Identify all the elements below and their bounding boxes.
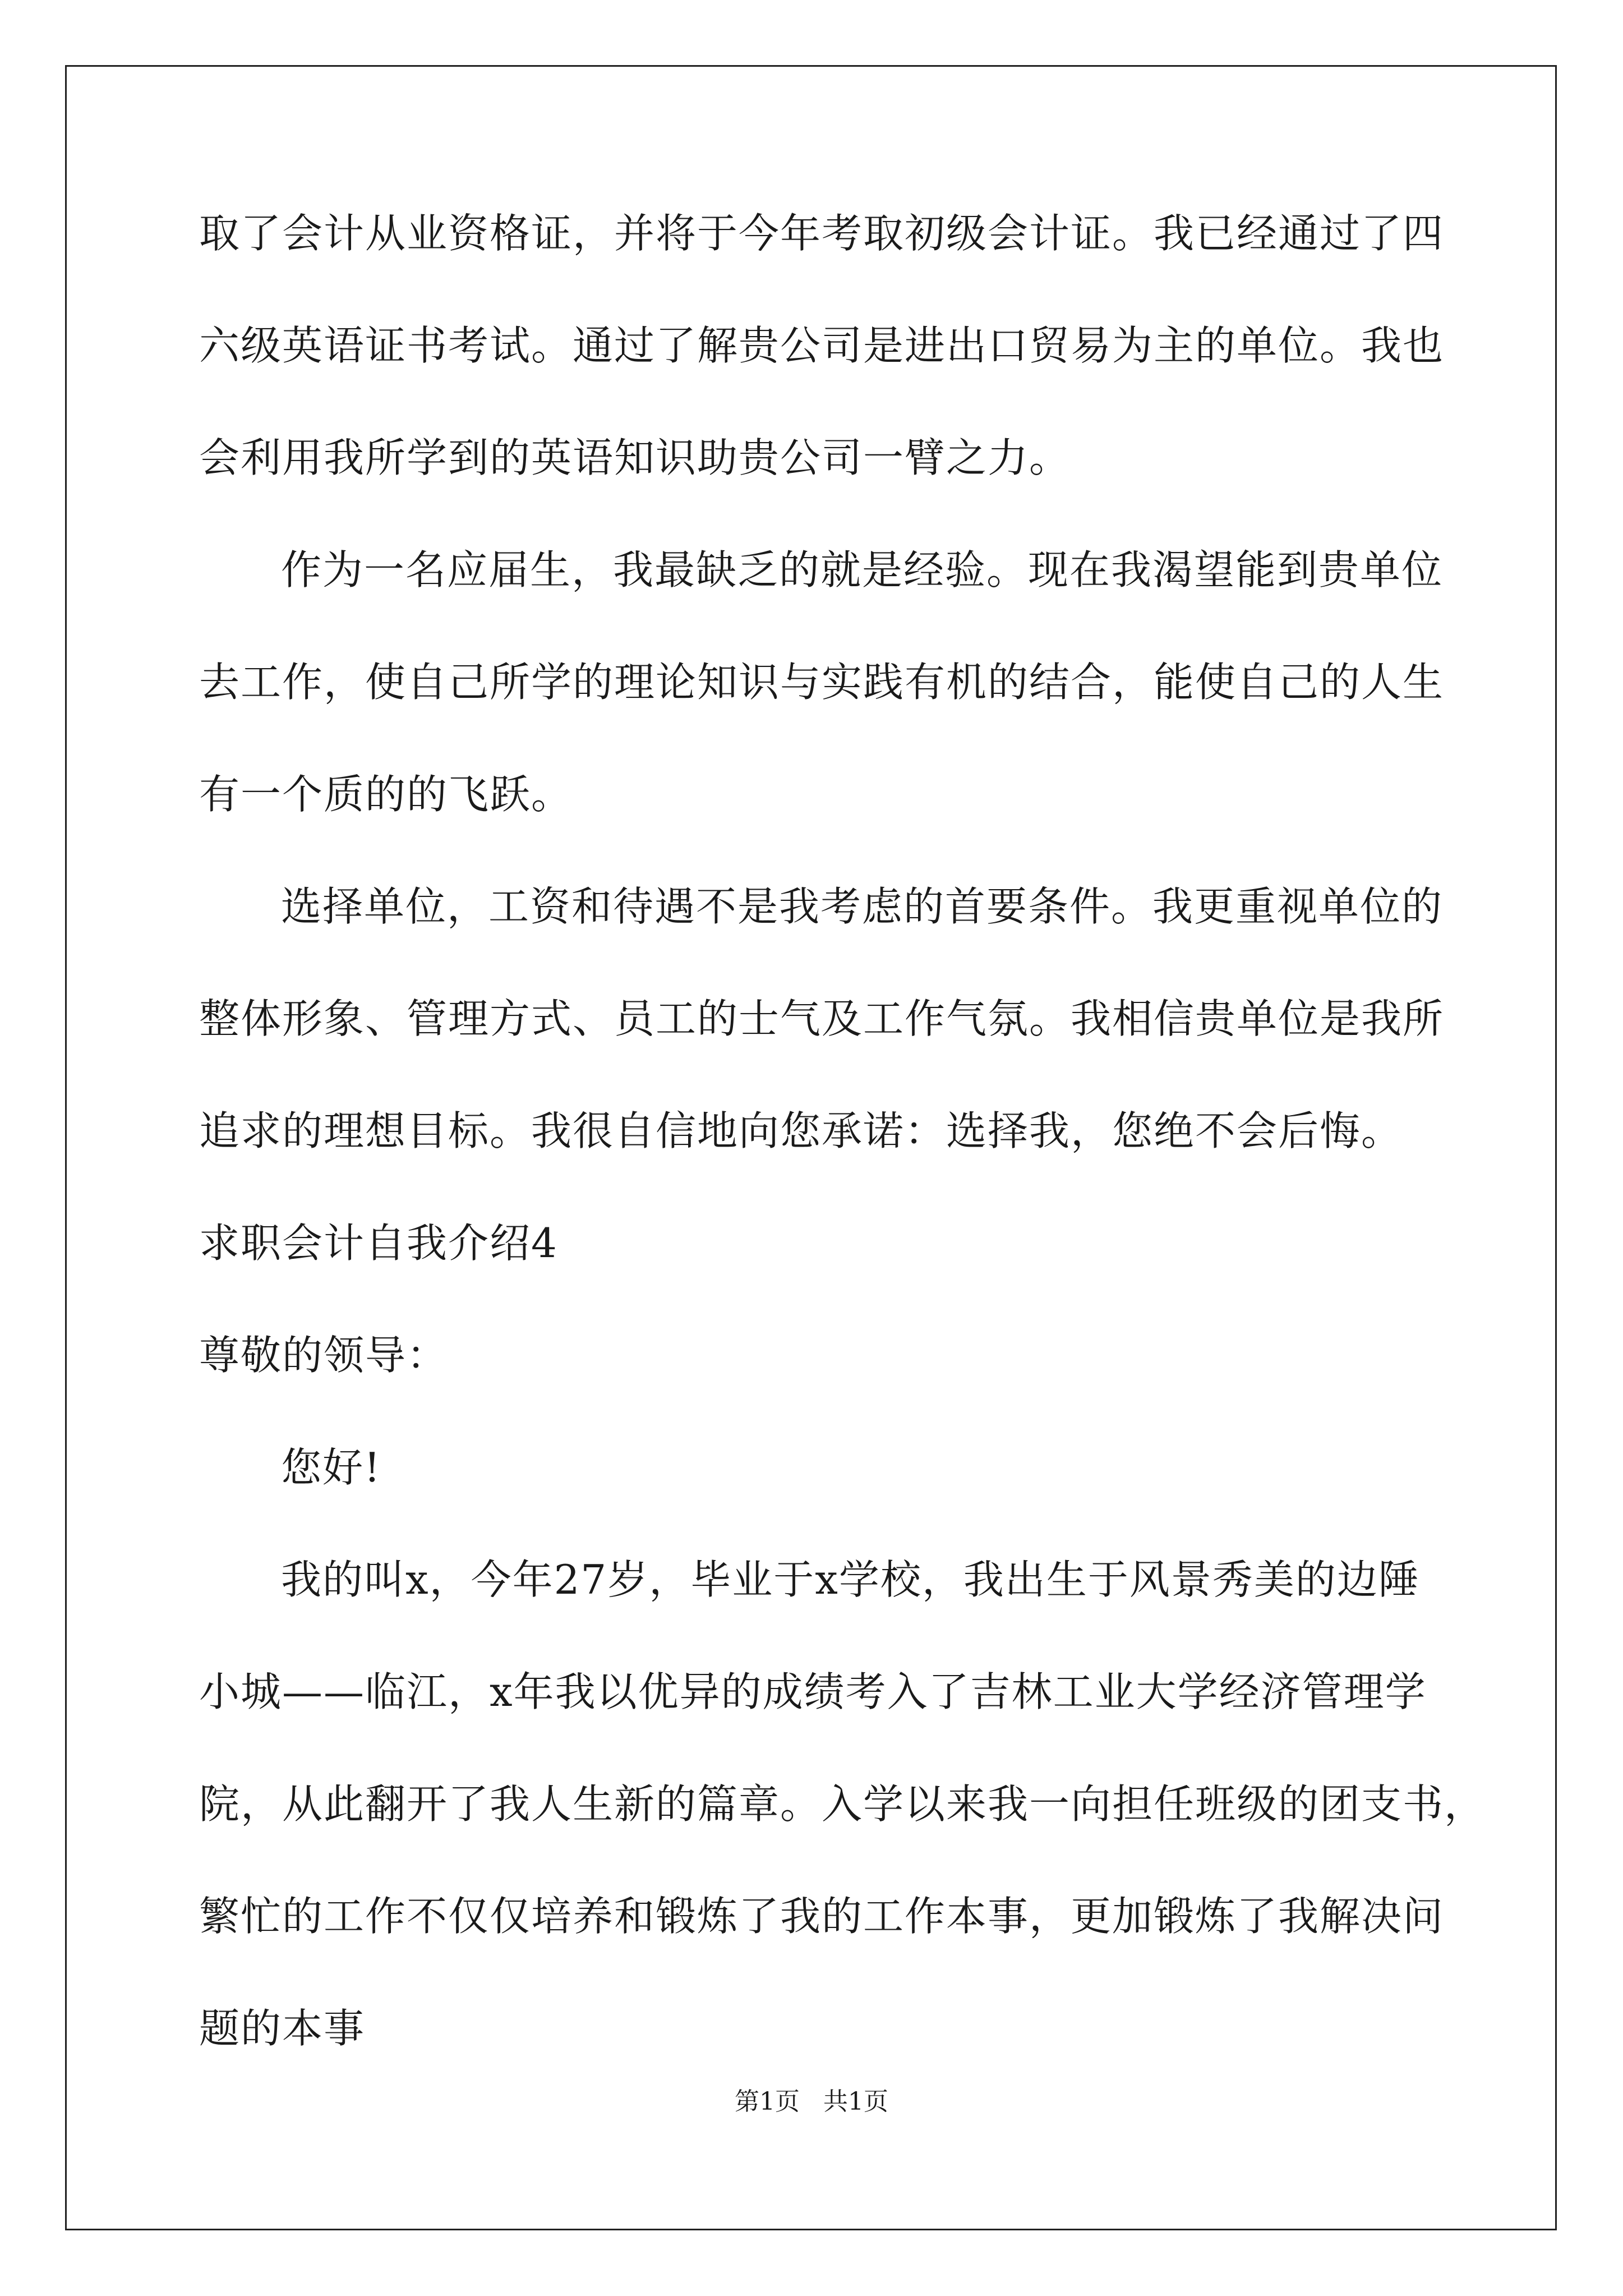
paragraph-line: 整体形象、管理方式、员工的士气及工作气氛。我相信贵单位是我所 bbox=[199, 995, 1445, 1042]
paragraph-line: 有一个质的的飞跃。 bbox=[199, 771, 573, 818]
paragraph-line: 题的本事 bbox=[199, 2005, 366, 2052]
greeting: 您好! bbox=[281, 1444, 381, 1491]
paragraph-line: 去工作，使自己所学的理论知识与实践有机的结合，能使自己的人生 bbox=[199, 659, 1445, 706]
paragraph-line: 会利用我所学到的英语知识助贵公司一臂之力。 bbox=[199, 434, 1071, 481]
paragraph-line: 院，从此翻开了我人生新的篇章。入学以来我一向担任班级的团支书， bbox=[199, 1780, 1486, 1828]
salutation: 尊敬的领导： bbox=[199, 1332, 449, 1379]
paragraph-line: 取了会计从业资格证，并将于今年考取初级会计证。我已经通过了四 bbox=[199, 210, 1445, 257]
page-number-footer: 第1页 共1页 bbox=[735, 2087, 888, 2116]
paragraph-line: 小城——临江，x年我以优异的成绩考入了吉林工业大学经济管理学 bbox=[199, 1668, 1427, 1715]
section-heading: 求职会计自我介绍4 bbox=[199, 1220, 558, 1267]
paragraph-line: 作为一名应届生，我最缺乏的就是经验。现在我渴望能到贵单位 bbox=[281, 546, 1444, 593]
paragraph-line: 六级英语证书考试。通过了解贵公司是进出口贸易为主的单位。我也 bbox=[199, 322, 1445, 369]
paragraph-line: 繁忙的工作不仅仅培养和锻炼了我的工作本事，更加锻炼了我解决问 bbox=[199, 1893, 1445, 1940]
paragraph-line: 追求的理想目标。我很自信地向您承诺：选择我，您绝不会后悔。 bbox=[199, 1107, 1403, 1154]
paragraph-line: 选择单位，工资和待遇不是我考虑的首要条件。我更重视单位的 bbox=[281, 883, 1444, 930]
paragraph-line: 我的叫x，今年27岁，毕业于x学校，我出生于风景秀美的边陲 bbox=[281, 1556, 1420, 1603]
document-body bbox=[199, 210, 1486, 2120]
